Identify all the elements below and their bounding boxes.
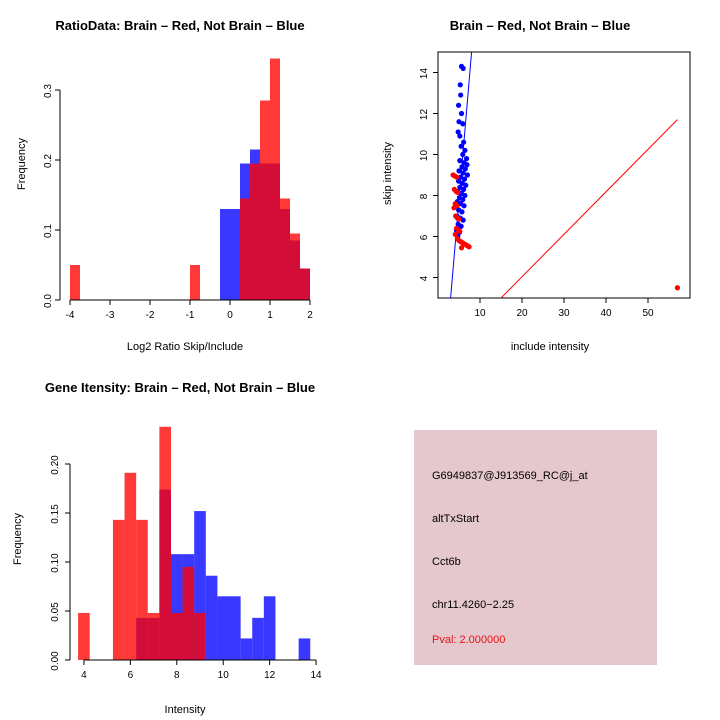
svg-text:6: 6 — [419, 234, 430, 241]
gene-histogram-plot — [0, 360, 400, 720]
scatter-xlabel: include intensity — [510, 341, 590, 353]
ratio-histogram-xlabel: Log2 Ratio Skip/Include — [126, 341, 244, 353]
scatter-ylabel: skip intensity — [382, 142, 394, 205]
svg-text:-3: -3 — [105, 310, 115, 321]
svg-text:8: 8 — [174, 670, 180, 681]
locus-text: chr11.4260−2.25 — [432, 599, 515, 611]
ratio-histogram-ylabel: Frequency — [16, 138, 28, 190]
svg-text:-1: -1 — [185, 310, 195, 321]
svg-text:10: 10 — [217, 670, 229, 681]
svg-text:0.1: 0.1 — [43, 224, 54, 238]
gene-name-text: Cct6b — [432, 556, 461, 568]
svg-text:0: 0 — [227, 310, 233, 321]
svg-text:1: 1 — [267, 310, 273, 321]
svg-text:0.05: 0.05 — [50, 602, 61, 622]
annotation-box — [414, 430, 657, 665]
gene-histogram-ylabel: Frequency — [12, 513, 24, 565]
scatter-title: Brain – Red, Not Brain – Blue — [449, 18, 631, 33]
svg-text:20: 20 — [516, 308, 528, 319]
scatter-panel — [360, 0, 720, 360]
gene-histogram-title: Gene Itensity: Brain – Red, Not Brain – Blue — [44, 380, 316, 395]
svg-text:30: 30 — [558, 308, 570, 319]
svg-text:0.10: 0.10 — [50, 553, 61, 573]
svg-text:4: 4 — [81, 670, 87, 681]
ratio-histogram-plot — [0, 0, 360, 360]
gene-histogram-xlabel: Intensity — [164, 704, 206, 716]
svg-text:2: 2 — [307, 310, 313, 321]
probe-id-text: G6949837@J913569_RC@j_at — [432, 470, 588, 482]
svg-text:10: 10 — [474, 308, 486, 319]
svg-text:0.0: 0.0 — [43, 294, 54, 308]
svg-text:12: 12 — [264, 670, 276, 681]
pval-text: Pval: 2.000000 — [432, 634, 506, 646]
svg-text:14: 14 — [310, 670, 322, 681]
svg-text:-4: -4 — [65, 310, 75, 321]
svg-text:10: 10 — [419, 149, 430, 162]
event-type-text: altTxStart — [432, 513, 480, 525]
svg-text:6: 6 — [127, 670, 134, 681]
svg-text:50: 50 — [642, 308, 654, 319]
ratio-histogram-title: RatioData: Brain – Red, Not Brain – Blue — [55, 18, 305, 33]
gene-histogram-panel — [0, 360, 400, 720]
svg-text:0.2: 0.2 — [43, 154, 54, 168]
svg-text:8: 8 — [419, 193, 430, 200]
svg-text:0.00: 0.00 — [50, 651, 61, 671]
scatter-plot — [360, 0, 720, 360]
svg-text:14: 14 — [419, 67, 430, 80]
svg-text:4: 4 — [419, 275, 430, 282]
svg-text:0.15: 0.15 — [50, 504, 61, 524]
svg-text:40: 40 — [600, 308, 612, 319]
svg-text:12: 12 — [419, 108, 430, 121]
svg-text:-2: -2 — [145, 310, 155, 321]
svg-text:0.20: 0.20 — [50, 455, 61, 475]
svg-text:0.3: 0.3 — [43, 84, 54, 98]
ratio-histogram-panel — [0, 0, 360, 360]
